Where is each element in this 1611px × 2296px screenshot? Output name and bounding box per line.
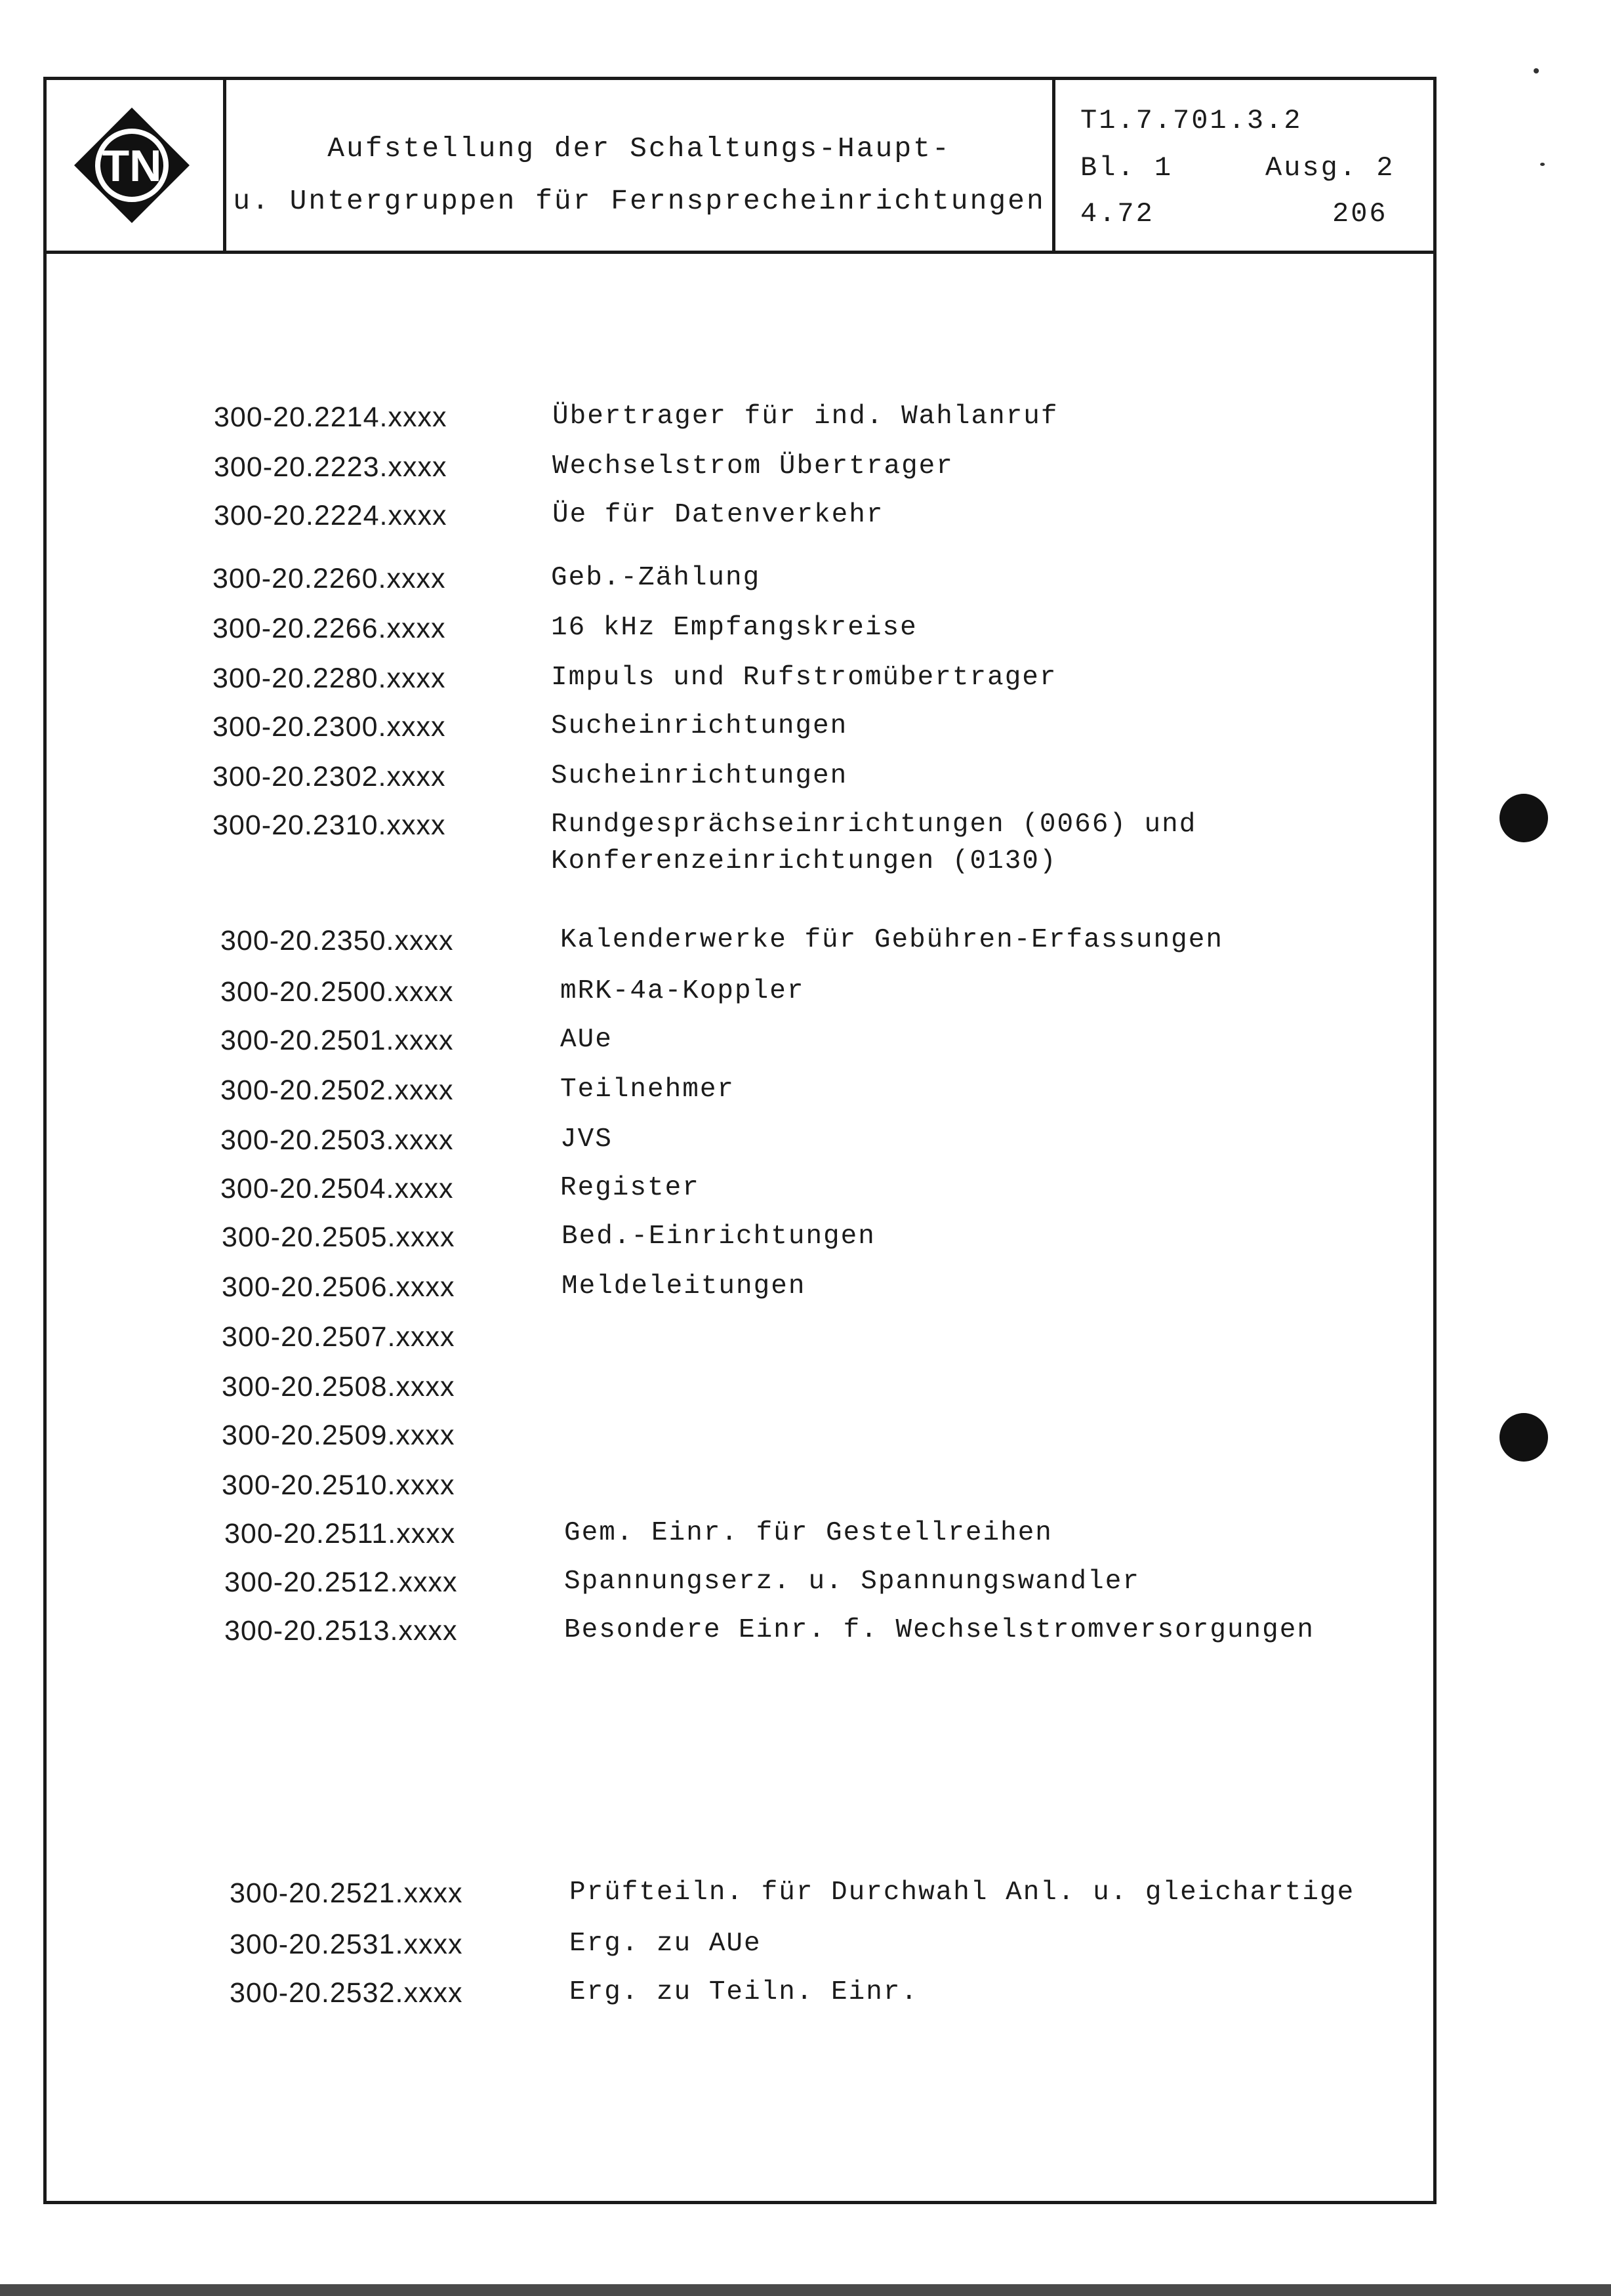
title-cell: [226, 80, 1055, 251]
circuit-code: 300-20.2300.xxxx: [213, 711, 446, 743]
circuit-description: Bed.-Einrichtungen: [561, 1221, 876, 1252]
circuit-code: 300-20.2503.xxxx: [220, 1124, 454, 1156]
circuit-code: 300-20.2280.xxxx: [213, 663, 446, 694]
circuit-description: Erg. zu AUe: [569, 1929, 762, 1959]
circuit-code: 300-20.2302.xxxx: [213, 761, 446, 792]
punch-hole-lower: [1499, 1413, 1548, 1462]
scan-edge: [0, 2284, 1611, 2296]
circuit-code: 300-20.2521.xxxx: [230, 1877, 463, 1909]
circuit-code: 300-20.2260.xxxx: [213, 563, 446, 594]
meta-cell: [1055, 80, 1433, 251]
circuit-code: 300-20.2501.xxxx: [220, 1025, 454, 1056]
circuit-description: Register: [560, 1173, 700, 1203]
circuit-code: 300-20.2507.xxxx: [222, 1321, 455, 1353]
circuit-code: 300-20.2504.xxxx: [220, 1173, 454, 1204]
circuit-code: 300-20.2224.xxxx: [214, 500, 447, 531]
circuit-description: Erg. zu Teiln. Einr.: [569, 1977, 919, 2007]
circuit-description: Gem. Einr. für Gestellreihen: [564, 1518, 1053, 1548]
circuit-code: 300-20.2509.xxxx: [222, 1420, 455, 1451]
circuit-description: Teilnehmer: [560, 1075, 735, 1105]
circuit-code: 300-20.2511.xxxx: [224, 1518, 456, 1549]
circuit-description: Rundgesprächseinrichtungen (0066) und: [551, 810, 1197, 840]
circuit-description: AUe: [560, 1025, 613, 1055]
circuit-description: Wechselstrom Übertrager: [552, 451, 954, 482]
circuit-code: 300-20.2214.xxxx: [214, 401, 447, 433]
circuit-code: 300-20.2505.xxxx: [222, 1221, 455, 1253]
circuit-code: 300-20.2508.xxxx: [222, 1371, 455, 1403]
circuit-description: Geb.-Zählung: [551, 563, 761, 593]
doc-number: T1.7.701.3.2: [1080, 105, 1303, 136]
scan-speck: [1540, 163, 1545, 166]
circuit-code: 300-20.2513.xxxx: [224, 1615, 458, 1647]
punch-hole-upper: [1499, 794, 1548, 842]
circuit-description: Sucheinrichtungen: [551, 761, 848, 791]
circuit-description: Übertrager für ind. Wahlanruf: [552, 401, 1059, 432]
circuit-description-continued: Konferenzeinrichtungen (0130): [551, 846, 1057, 876]
circuit-code: 300-20.2506.xxxx: [222, 1271, 455, 1303]
logo-cell: [47, 80, 226, 251]
circuit-description: Impuls und Rufstromübertrager: [551, 663, 1057, 693]
circuit-description: 16 kHz Empfangskreise: [551, 613, 918, 643]
circuit-description: Kalenderwerke für Gebühren-Erfassungen: [560, 925, 1223, 955]
tn-logo-icon: [73, 106, 191, 224]
circuit-description: Meldeleitungen: [561, 1271, 806, 1302]
circuit-code: 300-20.2502.xxxx: [220, 1075, 454, 1106]
sheet-code: 206: [1332, 198, 1388, 230]
circuit-code: 300-20.2310.xxxx: [213, 810, 446, 841]
circuit-description: Spannungserz. u. Spannungswandler: [564, 1567, 1140, 1597]
circuit-description: JVS: [560, 1124, 613, 1155]
scan-speck: [1534, 68, 1539, 73]
issue-date: 4.72: [1080, 198, 1154, 230]
circuit-code: 300-20.2512.xxxx: [224, 1567, 458, 1598]
circuit-description: Besondere Einr. f. Wechselstromversorgungen: [564, 1615, 1315, 1645]
title-line-1: Aufstellung der Schaltungs-Haupt-: [327, 133, 951, 165]
circuit-description: mRK-4a-Koppler: [560, 976, 805, 1006]
edition: Ausg. 2: [1265, 152, 1395, 184]
circuit-code: 300-20.2223.xxxx: [214, 451, 447, 483]
circuit-code: 300-20.2531.xxxx: [230, 1929, 463, 1960]
circuit-code: 300-20.2532.xxxx: [230, 1977, 463, 2009]
title-line-2: u. Untergruppen für Fernsprecheinrichtungen: [233, 185, 1046, 217]
circuit-code: 300-20.2266.xxxx: [213, 613, 446, 644]
circuit-code: 300-20.2510.xxxx: [222, 1469, 455, 1501]
circuit-description: Prüfteiln. für Durchwahl Anl. u. gleichartige: [569, 1877, 1355, 1908]
circuit-code: 300-20.2500.xxxx: [220, 976, 454, 1008]
title-block: [47, 80, 1433, 254]
sheet-number: Bl. 1: [1080, 152, 1173, 184]
circuit-description: Sucheinrichtungen: [551, 711, 848, 741]
logo-text: TN: [102, 141, 162, 191]
circuit-description: Üe für Datenverkehr: [552, 500, 884, 530]
circuit-code: 300-20.2350.xxxx: [220, 925, 454, 956]
